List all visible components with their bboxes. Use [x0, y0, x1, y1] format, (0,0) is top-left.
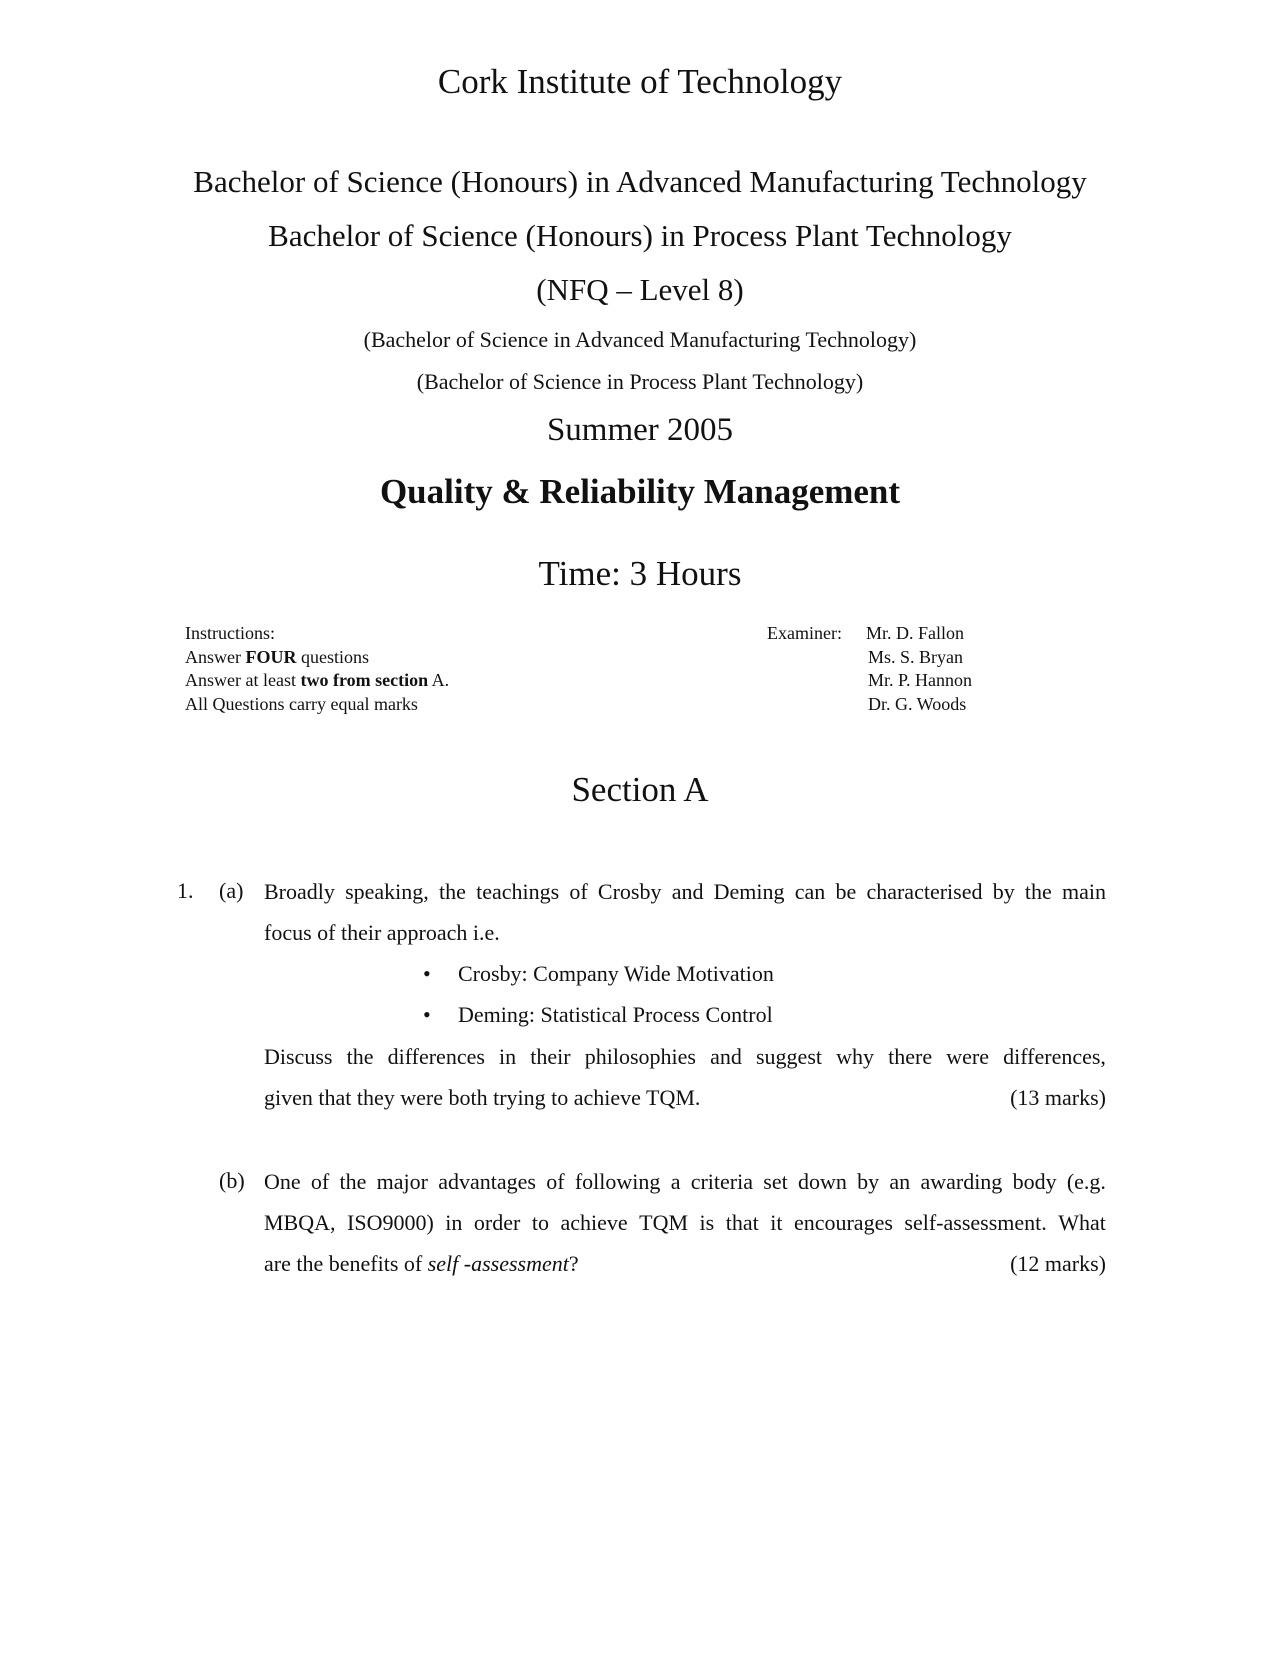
- list-item-text: Deming: Statistical Process Control: [458, 1002, 773, 1027]
- italic-term: self -assessment: [427, 1251, 569, 1276]
- word: Crosby: [597, 879, 662, 904]
- word: MBQA,: [264, 1210, 336, 1235]
- degree-title-1: Bachelor of Science (Honours) in Advanced Manufacturing Technology: [193, 164, 1087, 199]
- list-item: [418, 953, 774, 994]
- word: the: [1024, 879, 1052, 904]
- institution-title: Cork Institute of Technology: [437, 62, 843, 101]
- word: of: [569, 879, 588, 904]
- text-line-content: given that they were both trying to achieve TQM.: [264, 1085, 701, 1110]
- text-line-content: [264, 871, 1106, 912]
- word: a: [670, 1169, 681, 1194]
- word: and: [710, 1044, 742, 1069]
- marks-label: (13 marks): [1010, 1085, 1106, 1110]
- word: why: [836, 1044, 875, 1069]
- instructions-heading: Instructions:: [185, 623, 275, 643]
- ordinary-degree-2: (Bachelor of Science in Process Plant Technology): [416, 369, 864, 394]
- exam-session: Summer 2005: [546, 412, 734, 448]
- instruction-line-2: [185, 669, 449, 693]
- instruction-emphasis: FOUR: [245, 646, 297, 667]
- instruction-emphasis: two from section: [300, 670, 429, 690]
- word: teachings: [476, 879, 560, 904]
- word: down: [798, 1169, 847, 1194]
- text-line-content: [264, 1161, 1106, 1202]
- examiner-list: [866, 622, 972, 716]
- word: achieve: [560, 1210, 628, 1235]
- word: their: [530, 1044, 571, 1069]
- text-line: focus of their approach i.e.: [264, 920, 500, 945]
- word: in: [499, 1044, 517, 1069]
- word: (e.g.: [1066, 1169, 1106, 1194]
- word: following: [574, 1169, 661, 1194]
- bullet-icon: •: [423, 961, 431, 986]
- part-a-discussion: [264, 1036, 1106, 1118]
- word: TQM: [639, 1210, 689, 1235]
- instruction-text: Answer at least: [185, 670, 301, 690]
- section-title: Section A: [571, 770, 709, 809]
- instruction-line-3: All Questions carry equal marks: [185, 693, 418, 714]
- word: characterised: [866, 879, 983, 904]
- word: in: [445, 1210, 463, 1235]
- part-b-text: [264, 1161, 1106, 1284]
- examiner-name: Ms. S. Bryan: [868, 646, 964, 667]
- text-run: are the benefits of: [264, 1251, 428, 1276]
- word: it: [770, 1210, 783, 1235]
- instruction-text: A.: [428, 670, 450, 690]
- text-line: [264, 871, 1106, 912]
- word: is: [699, 1210, 715, 1235]
- instruction-text: Answer: [185, 646, 246, 667]
- part-b-label: (b): [219, 1168, 245, 1193]
- text-line-content: [264, 1036, 1106, 1077]
- instruction-text: questions: [296, 646, 370, 667]
- word: suggest: [756, 1044, 822, 1069]
- word: the: [439, 879, 466, 904]
- word: be: [835, 879, 857, 904]
- list-item: [418, 994, 774, 1035]
- word: philosophies: [584, 1044, 696, 1069]
- instructions-block: [185, 622, 449, 716]
- text-run: ?: [568, 1251, 579, 1276]
- word: by: [992, 879, 1015, 904]
- word: body: [1012, 1169, 1057, 1194]
- word: What: [1058, 1210, 1106, 1235]
- part-a-intro: [264, 871, 1106, 953]
- word: of: [310, 1169, 330, 1194]
- question-number: 1.: [177, 878, 194, 903]
- word: Deming: [713, 879, 785, 904]
- word: set: [763, 1169, 788, 1194]
- examiner-label: Examiner:: [767, 623, 842, 643]
- word: self-assessment.: [904, 1210, 1047, 1235]
- word: differences: [387, 1044, 485, 1069]
- text-line: [264, 1243, 1106, 1284]
- marks-label: (12 marks): [1010, 1251, 1106, 1276]
- exam-duration: Time: 3 Hours: [538, 554, 742, 593]
- examiner-name: Dr. G. Woods: [868, 693, 967, 714]
- word: differences,: [1003, 1044, 1106, 1069]
- instruction-line-1: [185, 646, 449, 670]
- word: were: [946, 1044, 989, 1069]
- word: by: [857, 1169, 880, 1194]
- word: Broadly: [264, 879, 335, 904]
- word: and: [671, 879, 704, 904]
- list-item-text: Crosby: Company Wide Motivation: [458, 961, 774, 986]
- word: an: [889, 1169, 911, 1194]
- part-a-label: (a): [219, 878, 244, 903]
- degree-title-2: Bachelor of Science (Honours) in Process Plant Technology: [268, 218, 1012, 253]
- text-line: [264, 1161, 1106, 1202]
- word: of: [546, 1169, 565, 1194]
- word: Discuss: [264, 1044, 333, 1069]
- word: to: [531, 1210, 549, 1235]
- word: that: [725, 1210, 759, 1235]
- text-line-content: [264, 1202, 1106, 1243]
- text-line: [264, 1202, 1106, 1243]
- ordinary-degree-1: (Bachelor of Science in Advanced Manufacturing Technology): [363, 327, 917, 352]
- text-line: [264, 1077, 1106, 1118]
- word: main: [1061, 879, 1106, 904]
- word: can: [794, 879, 826, 904]
- examiner-name: Mr. D. Fallon: [866, 623, 965, 643]
- word: order: [473, 1210, 521, 1235]
- nfq-level: (NFQ – Level 8): [536, 272, 744, 307]
- text-line-content: [264, 1243, 579, 1284]
- word: ISO9000): [347, 1210, 434, 1235]
- word: awarding: [920, 1169, 1003, 1194]
- word: One: [264, 1169, 301, 1194]
- bullet-icon: •: [423, 1002, 431, 1027]
- word: criteria: [690, 1169, 754, 1194]
- word: the: [346, 1044, 374, 1069]
- word: major: [376, 1169, 428, 1194]
- bullet-list: [418, 953, 774, 1035]
- text-line: [264, 1036, 1106, 1077]
- subject-title: Quality & Reliability Management: [379, 472, 901, 511]
- word: advantages: [438, 1169, 536, 1194]
- word: speaking,: [345, 879, 429, 904]
- word: the: [339, 1169, 367, 1194]
- examiner-name: Mr. P. Hannon: [868, 670, 973, 690]
- word: there: [888, 1044, 933, 1069]
- word: encourages: [793, 1210, 893, 1235]
